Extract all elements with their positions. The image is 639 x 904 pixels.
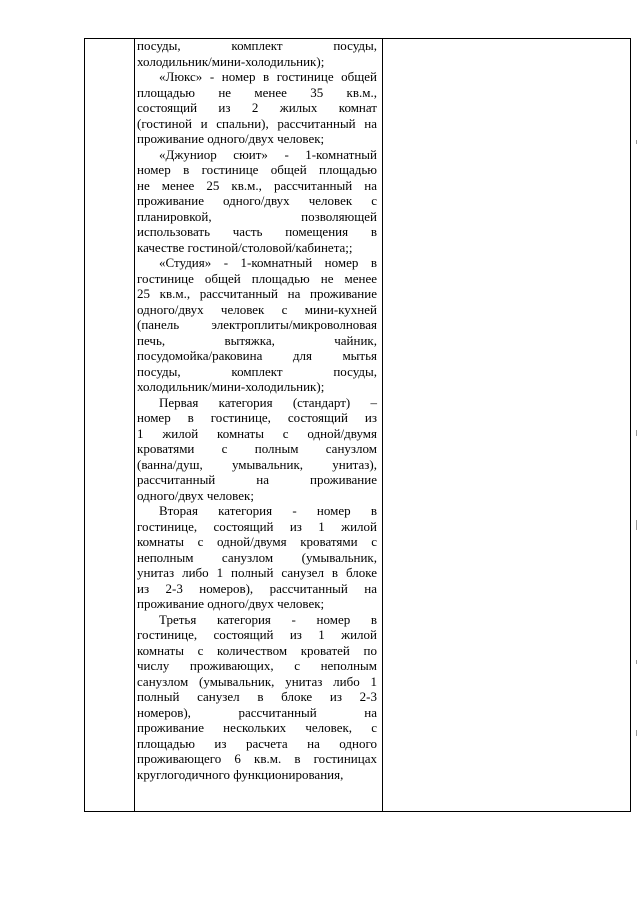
scan-edge-mark [636, 660, 637, 664]
text-line: номер в гостинице, состоящий из [137, 410, 377, 425]
text-line: круглогодичного функционирования, [137, 766, 344, 782]
text-line: одного/двух человек; [137, 487, 254, 503]
text-line: использовать часть помещения в [137, 224, 377, 239]
text-line: посуды, комплект посуды, [137, 38, 377, 53]
text-line: площадью не менее 35 кв.м., [137, 84, 377, 100]
text-line: неполным санузлом (умывальник, [137, 549, 377, 565]
text-line: номер в гостинице общей площадью [137, 162, 377, 177]
paragraph [137, 395, 377, 504]
text-line: «Студия» - 1-комнатный номер в [159, 255, 377, 270]
text-line: проживание нескольких человек, с [137, 720, 377, 735]
text-line: из 2-3 номеров), рассчитанный на [137, 580, 377, 596]
text-line: номеров), рассчитанный на [137, 704, 377, 720]
text-line: не менее 25 кв.м., рассчитанный на [137, 177, 377, 193]
paragraph [137, 255, 377, 395]
scan-edge-mark [636, 520, 637, 530]
text-line: Вторая категория - номер в [159, 503, 377, 518]
text-line: печь, вытяжка, чайник, [137, 332, 377, 348]
text-line: Третья категория - номер в [159, 611, 377, 627]
text-line: проживающего 6 кв.м. в гостиницах [137, 751, 377, 766]
text-line: проживание одного/двух человек; [137, 596, 325, 611]
text-line: рассчитанный на проживание [137, 472, 377, 487]
text-line: гостинице, состоящий из 1 жилой [137, 627, 377, 642]
column-divider [382, 39, 383, 811]
scan-edge-mark [636, 140, 637, 144]
scan-edge-mark [636, 430, 637, 436]
text-line: «Джуниор сюит» - 1-комнатный [159, 146, 377, 162]
text-line: (гостиной и спальни), рассчитанный на [137, 115, 377, 131]
text-line: гостинице, состоящий из 1 жилой [137, 518, 377, 534]
text-line: комнаты с количеством кроватей по [137, 642, 377, 658]
paragraph [137, 503, 377, 612]
paragraph [137, 69, 377, 147]
text-line: комнаты с одной/двумя кроватями с [137, 534, 377, 549]
text-line: унитаз либо 1 полный санузел в блоке [137, 565, 377, 580]
paragraph [137, 38, 377, 69]
text-line: посуды, комплект посуды, [137, 363, 377, 379]
paragraph [137, 612, 377, 783]
text-line: холодильник/мини-холодильник); [137, 379, 325, 394]
text-line: числу проживающих, с неполным [137, 658, 377, 673]
text-line: (панель электроплиты/микроволновая [137, 317, 377, 332]
text-line: одного/двух человек с мини-кухней [137, 301, 377, 317]
table-cell-description [137, 38, 377, 782]
column-divider [134, 39, 135, 811]
text-line: проживание одного/двух человек с [137, 193, 377, 208]
text-line: планировкой, позволяющей [137, 208, 377, 224]
text-line: холодильник/мини-холодильник); [137, 53, 325, 69]
text-line: проживание одного/двух человек; [137, 131, 325, 146]
text-line: 1 жилой комнаты с одной/двумя [137, 425, 377, 441]
text-line: (ванна/душ, умывальник, унитаз), [137, 456, 377, 472]
text-line: гостинице общей площадью не менее [137, 270, 377, 286]
text-line: кроватями с полным санузлом [137, 441, 377, 456]
text-line: полный санузел в блоке из 2-3 [137, 689, 377, 704]
text-line: качестве гостиной/столовой/кабинета;; [137, 239, 353, 255]
text-line: санузлом (умывальник, унитаз либо 1 [137, 673, 377, 689]
paragraph [137, 147, 377, 256]
text-line: «Люкс» - номер в гостинице общей [159, 69, 377, 84]
text-line: посудомойка/раковина для мытья [137, 348, 377, 363]
text-line: состоящий из 2 жилых комнат [137, 100, 377, 115]
text-line: 25 кв.м., рассчитанный на проживание [137, 286, 377, 301]
text-line: Первая категория (стандарт) – [159, 394, 377, 410]
text-line: площадью из расчета на одного [137, 735, 377, 751]
scan-edge-mark [636, 730, 637, 736]
